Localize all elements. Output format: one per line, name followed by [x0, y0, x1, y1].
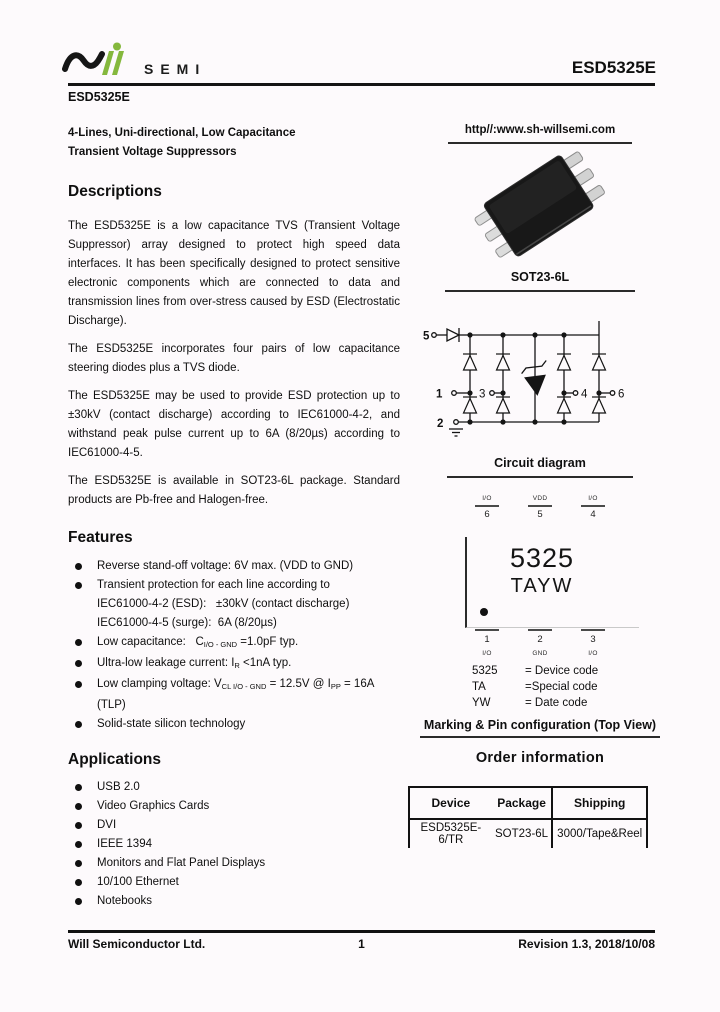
application-item	[68, 892, 400, 911]
legend-description: =Special code	[525, 681, 598, 693]
bullet-icon	[75, 563, 82, 570]
logo-mark-icon	[62, 42, 134, 82]
marking-pin-configuration	[420, 495, 660, 720]
feature-text	[97, 654, 291, 675]
page-footer	[68, 937, 655, 951]
pin-lead-line	[581, 505, 605, 507]
pin-number: 1	[484, 633, 490, 645]
circuit-caption: Circuit diagram	[494, 456, 586, 470]
legend-row	[472, 679, 598, 695]
application-text: IEEE 1394	[97, 838, 152, 850]
legend-description: = Date code	[525, 697, 588, 709]
bullet-icon	[75, 639, 82, 646]
feature-item	[68, 557, 400, 576]
descriptions-paragraphs	[68, 217, 400, 510]
legend-description: = Device code	[525, 665, 599, 677]
application-text: Notebooks	[97, 895, 152, 907]
marking-top-pins	[464, 495, 616, 520]
bullet-icon	[75, 898, 82, 905]
marking-legend	[472, 663, 598, 711]
application-item	[68, 854, 400, 873]
feature-line: IEC61000-4-5 (surge): 6A (8/20µs)	[97, 617, 277, 629]
circuit-pin3-label: 3	[479, 388, 486, 401]
package-caption: SOT23-6L	[510, 270, 570, 284]
marking-bottom-pins	[464, 629, 616, 657]
website-link[interactable]: http//:www.sh-willsemi.com	[464, 124, 616, 136]
pin-number: 2	[537, 633, 543, 645]
order-column-header: Package	[492, 787, 553, 819]
pin-lead-line	[581, 629, 605, 631]
application-item	[68, 873, 400, 892]
product-title-line2: Transient Voltage Suppressors	[68, 146, 237, 158]
features-list	[68, 557, 400, 734]
application-text: DVI	[97, 819, 117, 831]
circuit-pin2-label: 2	[437, 418, 444, 430]
bullet-icon	[75, 582, 82, 589]
legend-code: TA	[472, 681, 486, 693]
feature-item	[68, 633, 400, 654]
circuit-pin4-label: 4	[581, 388, 588, 401]
application-item	[68, 816, 400, 835]
feature-text	[97, 557, 353, 576]
pin-number: 3	[590, 633, 596, 645]
description-paragraph: The ESD5325E is available in SOT23-6L package. Standard products are Pb-free and Halogen-free.	[68, 475, 400, 506]
pin-cell	[464, 495, 510, 520]
legend-row	[472, 695, 598, 711]
bullet-icon	[75, 841, 82, 848]
underline-rule	[420, 736, 660, 738]
applications-list	[68, 778, 400, 911]
circuit-pin5-label: 5	[423, 330, 430, 343]
order-column-header: Device	[409, 787, 492, 819]
feature-line: Reverse stand-off voltage: 6V max. (VDD to GND)	[97, 560, 354, 572]
pin-cell	[570, 629, 616, 657]
description-paragraph: The ESD5325E may be used to provide ESD protection up to ±30kV (contact discharge) according to IEC61000-4-2, and withstand peak pulse current up to 6A (8/20µs) according to IEC61000-4-5.	[68, 390, 400, 459]
feature-line: Ultra-low leakage current: $I_R <1nA$ typ.	[97, 657, 292, 670]
application-item	[68, 797, 400, 816]
feature-text	[97, 576, 349, 633]
order-table-cell: SOT23-6L	[495, 828, 549, 840]
pin-function-label: I/O	[482, 495, 492, 502]
bullet-icon	[75, 879, 82, 886]
order-table-cell: ESD5325E-6/TR	[420, 822, 482, 846]
pin-number: 4	[590, 508, 596, 520]
logo-slash-icon	[112, 51, 124, 75]
application-text: USB 2.0	[97, 781, 140, 793]
device-marking-line2: TAYW	[510, 575, 574, 597]
bullet-icon	[75, 721, 82, 728]
application-text: Monitors and Flat Panel Displays	[97, 857, 266, 869]
feature-line: Transient protection for each line according to	[97, 579, 330, 591]
pin-lead-line	[475, 505, 499, 507]
order-table-body	[409, 819, 647, 848]
underline-rule	[447, 476, 633, 478]
bullet-icon	[75, 803, 82, 810]
pin-number: 5	[537, 508, 543, 520]
logo-dot-icon	[113, 43, 121, 51]
feature-text	[97, 715, 245, 734]
order-table-head	[409, 787, 647, 819]
part-number: ESD5325E	[571, 58, 656, 77]
description-paragraph: The ESD5325E incorporates four pairs of low capacitance steering diodes plus a TVS diode.	[68, 343, 400, 374]
logo-text: SEMI	[144, 61, 207, 77]
header-rule	[68, 83, 655, 86]
description-paragraph: The ESD5325E is a low capacitance TVS (Transient Voltage Suppressor) array designed to protect high speed data interfaces. It has been specifically designed to protect sensitive electronic components which are connected to data and transmission lines from over-stress caused by ESD (Electrostatic Discharge).	[68, 220, 400, 327]
order-table-header-row	[409, 787, 647, 819]
legend-code: YW	[472, 697, 491, 709]
device-marking-line1: 5325	[509, 543, 575, 573]
pin-function-label: GND	[532, 649, 548, 657]
part-number-secondary: ESD5325E	[68, 90, 130, 104]
footer-rule	[68, 930, 655, 933]
product-title-line1: 4-Lines, Uni-directional, Low Capacitance	[68, 127, 296, 139]
circuit-pin1-label: 1	[436, 388, 443, 401]
feature-line: Low clamping voltage: $V_{CL I/O - GND} = 12.5V$ @ $I_{PP} = 16A$ (TLP)	[97, 678, 374, 711]
feature-line: Solid-state silicon technology	[97, 718, 246, 730]
underline-rule	[445, 290, 635, 292]
feature-line: IEC61000-4-2 (ESD): ±30kV (contact discharge)	[97, 598, 350, 610]
feature-text	[97, 633, 298, 654]
pin-cell	[570, 495, 616, 520]
footer-revision: Revision 1.3, 2018/10/08	[518, 937, 655, 951]
order-table	[408, 786, 648, 848]
order-table-cell: 3000/Tape&Reel	[552, 819, 647, 848]
legend-code: 5325	[472, 665, 498, 677]
feature-text	[97, 675, 400, 715]
feature-item	[68, 715, 400, 734]
underline-rule	[448, 142, 632, 144]
left-column	[68, 124, 400, 911]
marking-caption: Marking & Pin configuration (Top View)	[423, 718, 657, 732]
legend-row	[472, 663, 598, 679]
bullet-icon	[75, 784, 82, 791]
footer-page-number: 1	[358, 937, 365, 951]
pin-function-label: I/O	[588, 649, 598, 657]
bullet-icon	[75, 860, 82, 867]
application-text: Video Graphics Cards	[97, 800, 210, 812]
pin-number: 6	[484, 508, 490, 520]
application-item	[68, 835, 400, 854]
descriptions-heading: Descriptions	[68, 183, 162, 200]
package-photo	[465, 148, 615, 270]
pin-function-label: VDD	[532, 495, 548, 502]
application-text: 10/100 Ethernet	[97, 876, 179, 888]
pin-function-label: I/O	[482, 649, 492, 657]
order-table-row	[409, 819, 647, 848]
bullet-icon	[75, 822, 82, 829]
feature-item	[68, 654, 400, 675]
feature-item	[68, 576, 400, 633]
footer-company: Will Semiconductor Ltd.	[68, 937, 206, 951]
feature-line: Low capacitance: $C_{I/O - GND} =1.0pF$ typ.	[97, 636, 299, 649]
application-item	[68, 778, 400, 797]
bullet-icon	[75, 681, 82, 688]
willsemi-logo	[62, 42, 206, 82]
pin-cell	[517, 495, 563, 520]
pin-cell	[517, 629, 563, 657]
pin1-indicator-dot	[480, 608, 488, 616]
feature-item	[68, 675, 400, 715]
circuit-pin6-label: 6	[618, 388, 625, 401]
pin-lead-line	[475, 629, 499, 631]
bullet-icon	[75, 660, 82, 667]
order-information-heading: Order information	[475, 750, 605, 766]
pin-function-label: I/O	[588, 495, 598, 502]
pin-lead-line	[528, 629, 552, 631]
pin-lead-line	[528, 505, 552, 507]
order-column-header: Shipping	[552, 787, 647, 819]
marking-package-outline	[465, 537, 639, 628]
features-heading: Features	[68, 529, 133, 546]
applications-heading: Applications	[68, 751, 162, 768]
circuit-diagram	[420, 314, 660, 449]
pin-cell	[464, 629, 510, 657]
